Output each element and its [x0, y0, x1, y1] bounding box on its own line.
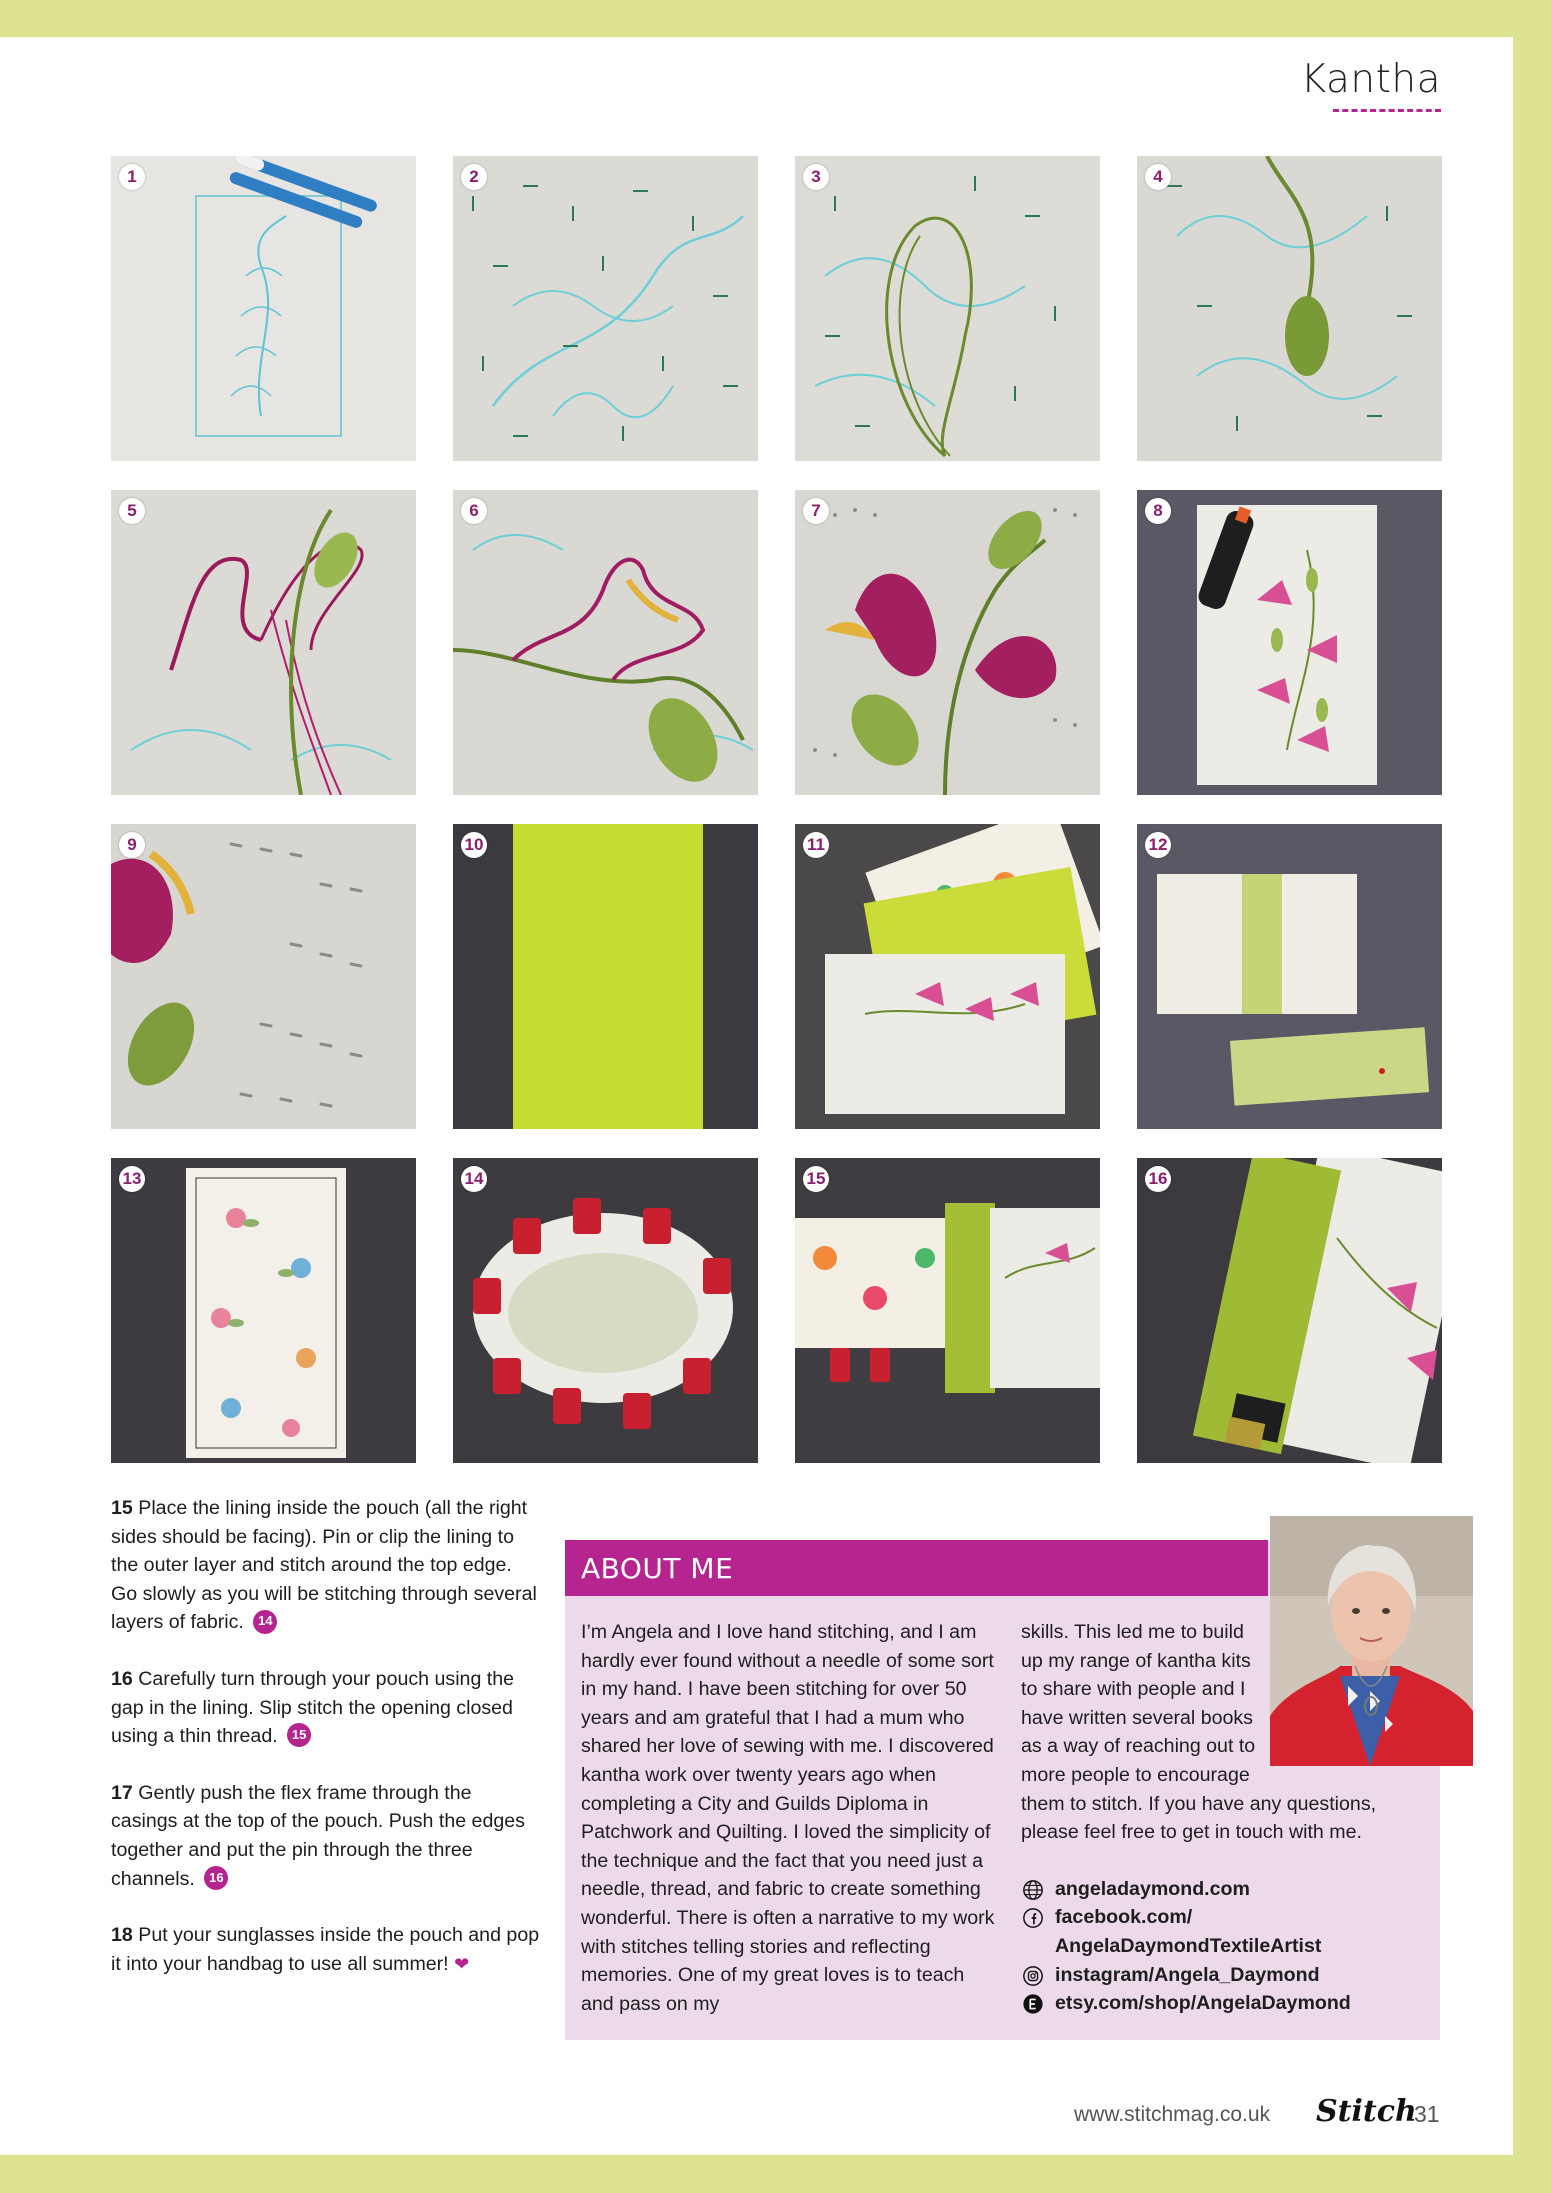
step-badge: 10 — [461, 832, 487, 858]
step-photo-6 — [453, 490, 758, 795]
footer-brand-logo: Stitch — [1316, 2094, 1417, 2129]
contact-links — [1021, 1875, 1401, 2018]
etsy-link-text: etsy.com/shop/AngelaDaymond — [1055, 1992, 1351, 2015]
website-link[interactable] — [1021, 1875, 1401, 1904]
step-photo-13 — [111, 1158, 416, 1463]
step-photo-3 — [795, 156, 1100, 461]
step-badge: 4 — [1145, 164, 1171, 190]
step-badge: 12 — [1145, 832, 1171, 858]
step-badge: 11 — [803, 832, 829, 858]
about-me-title: ABOUT ME — [581, 1552, 734, 1585]
instagram-icon — [1021, 1964, 1045, 1988]
about-me-header — [565, 1540, 1268, 1596]
step-photo-8 — [1137, 490, 1442, 795]
instruction-steps — [111, 1494, 541, 2006]
step-badge: 15 — [803, 1166, 829, 1192]
about-me-text-continued: skills. This led me to build up my range of kantha kits to share with people and I have written several books as a way of reaching out to more people to encourage — [1021, 1621, 1256, 1786]
photo-reference-badge: 15 — [287, 1723, 311, 1747]
step-text: Carefully turn through your pouch using the gap in the lining. Slip stitch the opening closed using a thin thread. — [111, 1667, 515, 1748]
step-15 — [111, 1494, 541, 1637]
step-badge: 2 — [461, 164, 487, 190]
step-photo-15 — [795, 1158, 1100, 1463]
footer-website: www.stitchmag.co.uk — [1074, 2103, 1271, 2126]
photo-reference-badge: 16 — [204, 1866, 228, 1890]
globe-icon — [1021, 1878, 1045, 1902]
step-number: 15 — [111, 1497, 133, 1519]
step-photo-14 — [453, 1158, 758, 1463]
step-photo-4 — [1137, 156, 1442, 461]
section-title-underline — [1333, 109, 1441, 112]
heart-icon: ❤ — [454, 1953, 470, 1974]
about-me-text-column-1: I’m Angela and I love hand stitching, and I am hardly ever found without a needle of some sort in my hand. I have been stitching for over 50 years and am grateful that I had a mum who shared her love of sewing with me. I discovered kantha work over twenty years ago when completing a City and Guilds Diploma in Patchwork and Quilting. I loved the simplicity of the technique and the fact that you need just a needle, thread, and fabric to create something wonderful. There is often a narrative to my work with stitches telling stories and reflecting memories. One of my great loves is to teach and pass on my — [581, 1621, 995, 2015]
step-text: Put your sunglasses inside the pouch and pop it into your handbag to use all summer! — [111, 1924, 540, 1975]
step-badge: 1 — [119, 164, 145, 190]
step-17 — [111, 1779, 541, 1893]
step-text: Place the lining inside the pouch (all the right sides should be facing). Pin or clip the lining to the outer layer and stitch around the top edge. Go slowly as you will be stitching through several layers of fabric. — [111, 1497, 537, 1634]
instagram-link[interactable] — [1021, 1961, 1401, 1990]
page-number: 31 — [1414, 2101, 1440, 2127]
step-photo-16 — [1137, 1158, 1442, 1463]
step-photo-10 — [453, 824, 758, 1129]
step-badge: 3 — [803, 164, 829, 190]
photo-reference-badge: 14 — [253, 1610, 277, 1634]
about-me-text-closing: them to stitch. If you have any questions, please feel free to get in touch with me. — [1021, 1792, 1377, 1844]
step-number: 18 — [111, 1924, 133, 1947]
etsy-icon — [1021, 1992, 1045, 2016]
step-photo-2 — [453, 156, 758, 461]
step-badge: 5 — [119, 498, 145, 524]
step-photo-12 — [1137, 824, 1442, 1129]
step-badge: 6 — [461, 498, 487, 524]
step-photo-7 — [795, 490, 1100, 795]
step-text: Gently push the flex frame through the casings at the top of the pouch. Push the edges together and put the pin through the three channels. — [111, 1781, 525, 1890]
step-number: 17 — [111, 1781, 133, 1804]
step-photo-11 — [795, 824, 1100, 1129]
step-badge: 7 — [803, 498, 829, 524]
step-badge: 14 — [461, 1166, 487, 1192]
facebook-link-text: facebook.com/ AngelaDaymondTextileArtist — [1055, 1906, 1322, 1957]
step-badge: 9 — [119, 832, 145, 858]
step-badge: 13 — [119, 1166, 145, 1192]
step-photo-9 — [111, 824, 416, 1129]
step-number: 16 — [111, 1667, 133, 1690]
section-title: Kantha — [1300, 57, 1441, 102]
step-photo-1 — [111, 156, 416, 461]
step-badge: 16 — [1145, 1166, 1171, 1192]
step-16 — [111, 1665, 541, 1751]
facebook-icon — [1021, 1906, 1045, 1930]
facebook-link[interactable] — [1021, 1903, 1401, 1960]
etsy-link[interactable] — [1021, 1989, 1401, 2018]
step-photo-grid — [111, 156, 1441, 1462]
step-photo-5 — [111, 490, 416, 795]
website-link-text: angeladaymond.com — [1055, 1877, 1250, 1900]
author-portrait — [1270, 1516, 1473, 1766]
step-18 — [111, 1921, 541, 1978]
step-badge: 8 — [1145, 498, 1171, 524]
instagram-link-text: instagram/Angela_Daymond — [1055, 1963, 1320, 1986]
